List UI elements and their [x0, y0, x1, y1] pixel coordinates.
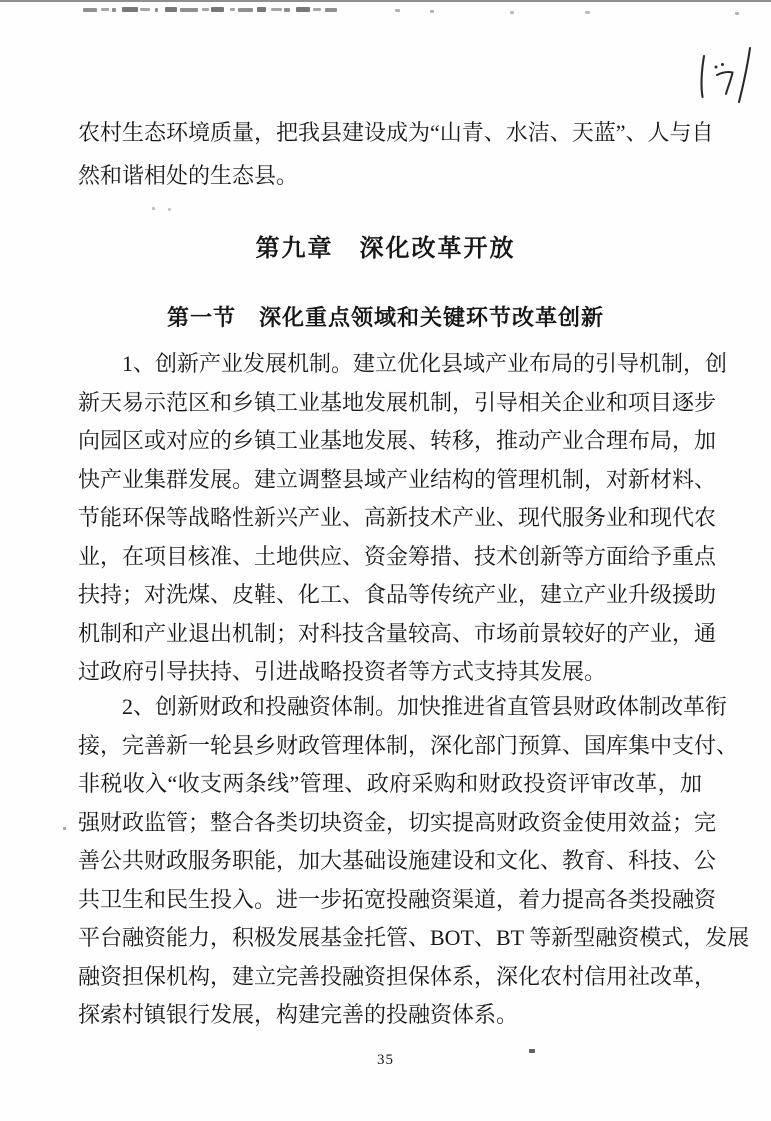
scan-noise-dot: [458, 1011, 462, 1013]
scan-noise-dash: [165, 7, 177, 12]
scan-noise-dot: [735, 12, 739, 15]
text-line: 然和谐相处的生态县。: [78, 163, 299, 188]
text-line: 2、创新财政和投融资体制。加快推进省直管县财政体制改革衔: [122, 694, 728, 719]
scan-noise-dash: [211, 7, 224, 12]
scan-noise-dot: [585, 11, 590, 14]
scan-noise-dash: [122, 7, 138, 12]
text-line: 快产业集群发展。建立调整县域产业结构的管理机制，对新材料、: [78, 466, 717, 492]
scan-noise-dash: [202, 8, 209, 11]
text-line: 接，完善新一轮县乡财政管理体制，深化部门预算、国库集中支付、: [78, 732, 739, 758]
handwritten-page-mark: [690, 42, 768, 112]
scan-noise-dash: [101, 8, 109, 11]
scan-noise-dash: [257, 7, 266, 12]
paragraph-industry-mechanism: [78, 345, 728, 692]
text-line: 机制和产业退出机制；对科技含量较高、市场前景较好的产业，通: [78, 620, 717, 646]
scan-noise-dash: [284, 8, 290, 12]
section-title: 第一节 深化重点领域和关键环节改革创新: [166, 305, 604, 330]
scan-noise-dash: [140, 8, 150, 11]
scan-noise-dot: [510, 11, 514, 14]
intro-paragraph: [78, 111, 714, 197]
text-line: 1、创新产业发展机制。建立优化县域产业布局的引导机制，创: [122, 351, 728, 376]
scan-noise-dash: [180, 8, 198, 12]
scan-noise-dash: [313, 8, 321, 11]
text-line: 农村生态环境质量，把我县建设成为“山青、水洁、天蓝”、人与自: [78, 120, 714, 145]
text-line: 融资担保机构，建立完善投融资担保体系，深化农村信用社改革，: [78, 963, 717, 989]
text-line: 业，在项目核准、土地供应、资金筹措、技术创新等方面给予重点: [78, 543, 717, 569]
scan-noise-dot: [168, 208, 171, 211]
chapter-title: 第九章 深化改革开放: [255, 236, 516, 262]
scan-noise-dash: [112, 8, 116, 12]
text-line: 节能环保等战略性新兴产业、高新技术产业、现代服务业和现代农: [78, 505, 717, 530]
page-number: 35: [377, 1052, 394, 1068]
scan-noise-dash: [238, 8, 253, 12]
scan-noise-dash: [271, 8, 282, 11]
scan-noise-dash: [296, 7, 310, 12]
paragraph-finance-investment: [78, 688, 750, 1035]
text-line: 向园区或对应的乡镇工业基地发展、转移，推动产业合理布局，加: [78, 428, 717, 453]
scan-noise-dot: [152, 207, 155, 210]
text-line: 善公共财政服务职能，加大基础设施建设和文化、教育、科技、公: [78, 848, 717, 873]
scan-noise-dot: [63, 827, 66, 830]
text-line: 过政府引导扶持、引进战略投资者等方式支持其发展。: [78, 659, 607, 684]
text-line: 非税收入“收支两条线”管理、政府采购和财政投资评审改革，加: [78, 771, 702, 796]
scan-noise-dash: [325, 8, 337, 12]
scan-noise-strip: [83, 5, 342, 14]
text-line: 探索村镇银行发展，构建完善的投融资体系。: [78, 1002, 519, 1027]
handwriting-stroke-icon: [690, 42, 768, 112]
scan-noise-dot: [440, 1010, 444, 1012]
text-line: 扶持；对洗煤、皮鞋、化工、食品等传统产业，建立产业升级援助: [78, 582, 717, 607]
text-line: 共卫生和民生投入。进一步拓宽投融资渠道，着力提高各类投融资: [78, 886, 717, 912]
scan-noise-dash: [230, 8, 235, 11]
scan-noise-dash: [155, 8, 158, 12]
text-line: 新天易示范区和乡镇工业基地发展机制，引导相关企业和项目逐步: [78, 389, 717, 415]
text-line: 强财政监管；整合各类切块资金，切实提高财政资金使用效益；完: [78, 809, 717, 835]
scan-noise-dash: [83, 8, 97, 12]
scan-edge-line: [0, 0, 771, 2]
scan-noise-dot: [395, 9, 400, 12]
scan-noise-dot: [529, 1049, 535, 1053]
text-line: 平台融资能力，积极发展基金托管、BOT、BT 等新型融资模式，发展: [78, 925, 750, 950]
scan-noise-dot: [430, 10, 434, 13]
